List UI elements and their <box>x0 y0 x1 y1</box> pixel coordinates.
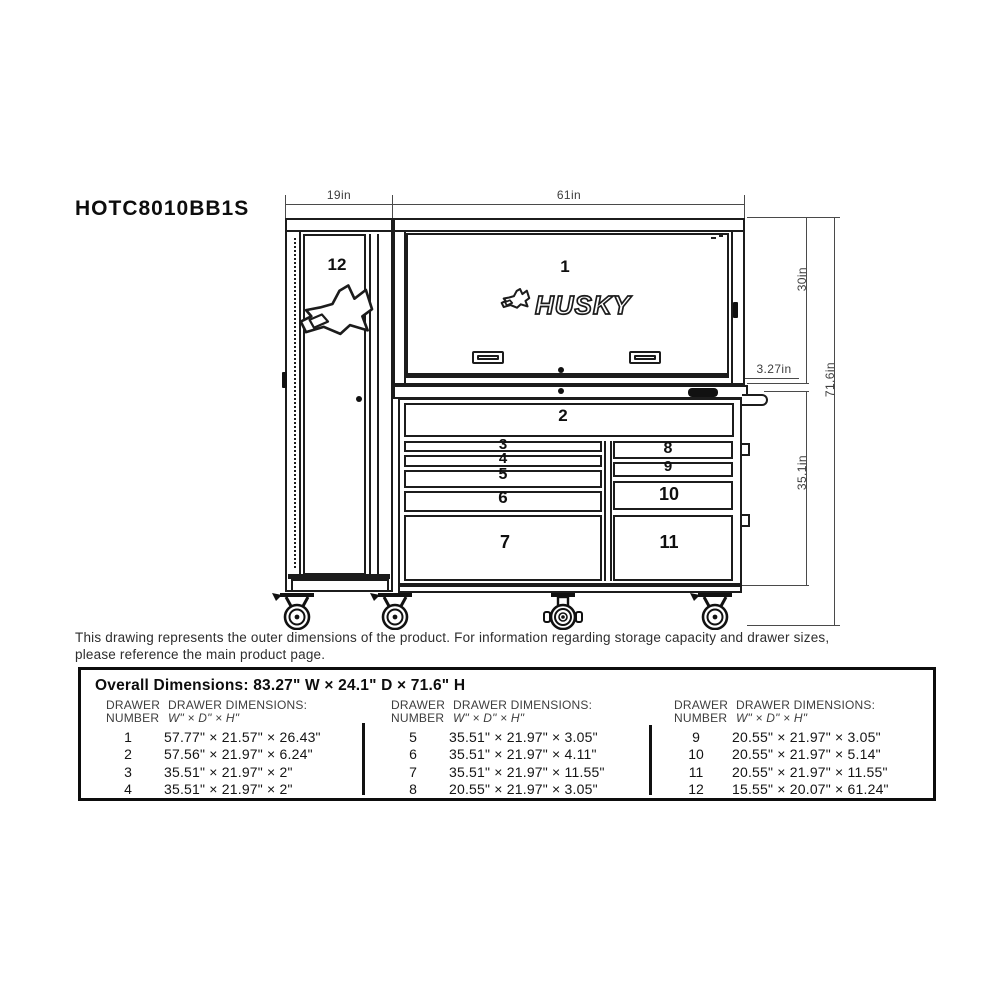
drawer-dimensions-group-1 <box>100 699 372 798</box>
dimension-label-overall-height: 71.6in <box>823 362 837 398</box>
column-header-number: DRAWER NUMBER <box>391 698 446 725</box>
column-header-dimensions: DRAWER DIMENSIONS: W" × D" × H" <box>736 698 876 725</box>
drawer-2-label: 2 <box>558 406 568 425</box>
top-cabinet-number-label: 1 <box>560 257 570 276</box>
top-cabinet-rail <box>395 230 743 232</box>
column-header-dimensions: DRAWER DIMENSIONS: W" × D" × H" <box>453 698 593 725</box>
drawer-6-label: 6 <box>498 488 508 507</box>
column-divider <box>610 441 612 581</box>
husky-dog-logo <box>299 282 387 340</box>
model-number: HOTC8010BB1S <box>75 197 250 220</box>
caster-wheel-icon <box>369 592 421 630</box>
drawer-5-label: 5 <box>498 466 508 483</box>
overall-dimensions: Overall Dimensions: 83.27" W × 24.1" D × 71.6" H <box>95 677 466 694</box>
table-row: 8 20.55" × 21.97" × 3.05" <box>409 781 598 798</box>
door-corner-mark <box>711 237 716 239</box>
column-header-number: DRAWER NUMBER <box>106 698 161 725</box>
table-divider <box>649 725 652 795</box>
table-row: 10 20.55" × 21.97" × 5.14" <box>688 746 881 763</box>
caster-wheel-icon <box>689 592 741 630</box>
spec-table <box>78 667 936 801</box>
dimension-line-gap <box>737 378 799 379</box>
disclaimer-text <box>75 630 940 663</box>
extension-line <box>764 391 809 392</box>
table-row: 11 20.55" × 21.97" × 11.55" <box>688 763 888 780</box>
caster-wheel-icon <box>537 592 589 630</box>
caster-wheel-icon <box>271 592 323 630</box>
dimension-label-gap: 3.27in <box>756 362 792 376</box>
locker-hinge-marks <box>294 238 296 568</box>
dimension-label-locker-width: 19in <box>326 188 352 202</box>
column-divider <box>604 441 606 581</box>
dimension-line-61in <box>393 204 745 205</box>
worktop-lock <box>558 388 564 394</box>
extension-line <box>747 625 840 626</box>
husky-brand-logo <box>487 285 647 323</box>
locker-latch <box>282 372 287 388</box>
table-row: 9 20.55" × 21.97" × 3.05" <box>692 728 881 745</box>
extension-line <box>285 195 286 218</box>
table-row: 6 35.51" × 21.97" × 4.11" <box>409 746 597 763</box>
table-row: 12 15.55" × 20.07" × 61.24" <box>688 781 889 798</box>
table-row: 2 57.56" × 21.97" × 6.24" <box>124 746 313 763</box>
column-header-dimensions: DRAWER DIMENSIONS: W" × D" × H" <box>168 698 308 725</box>
disclaimer-line-1: This drawing represents the outer dimensions of the product. For information regarding storage capacity and drawer sizes, <box>75 630 830 645</box>
dimension-line-71in <box>834 217 835 626</box>
husky-badge <box>688 388 718 397</box>
locker-top-rail <box>287 230 391 232</box>
drawer-4-label: 4 <box>498 450 508 467</box>
column-header-number: DRAWER NUMBER <box>674 698 729 725</box>
dimension-label-lower-height: 35.1in <box>795 455 809 491</box>
table-row: 3 35.51" × 21.97" × 2" <box>124 763 293 780</box>
dimension-line-19in <box>285 204 393 205</box>
locker-lock <box>356 396 362 402</box>
dimension-label-cabinet-width: 61in <box>556 188 582 202</box>
drawer-3-label: 3 <box>498 436 508 453</box>
drawer-10-label: 10 <box>658 484 680 504</box>
drawer-dimensions-group-2 <box>385 699 657 798</box>
dimension-line-30in <box>806 217 807 383</box>
drawer-7-label: 7 <box>499 532 510 552</box>
table-divider <box>362 723 365 795</box>
drawer-8-label: 8 <box>663 440 673 457</box>
door-handle <box>629 351 661 364</box>
extension-line <box>747 383 809 384</box>
table-row: 5 35.51" × 21.97" × 3.05" <box>409 728 598 745</box>
extension-line <box>744 195 745 218</box>
locker-base <box>291 579 389 592</box>
door-handle <box>472 351 504 364</box>
dimension-label-top-height: 30in <box>795 267 809 292</box>
locker-number-label: 12 <box>327 255 347 274</box>
door-corner-mark <box>719 235 723 237</box>
door-lock <box>558 367 564 373</box>
table-row: 4 35.51" × 21.97" × 2" <box>124 781 293 798</box>
drawer-11-label: 11 <box>659 532 679 552</box>
disclaimer-line-2: please reference the main product page. <box>75 646 326 662</box>
side-handle <box>742 394 768 406</box>
table-row: 7 35.51" × 21.97" × 11.55" <box>409 763 605 780</box>
table-row: 1 57.77" × 21.57" × 26.43" <box>124 728 321 745</box>
drawer-9-label: 9 <box>663 458 673 475</box>
top-cabinet-latch <box>733 302 738 318</box>
side-hook <box>742 443 750 456</box>
side-hook <box>742 514 750 527</box>
extension-line <box>747 217 840 218</box>
drawer-dimensions-group-3 <box>668 699 940 798</box>
extension-line <box>392 195 393 218</box>
husky-brand-text: HUSKY <box>535 290 632 320</box>
